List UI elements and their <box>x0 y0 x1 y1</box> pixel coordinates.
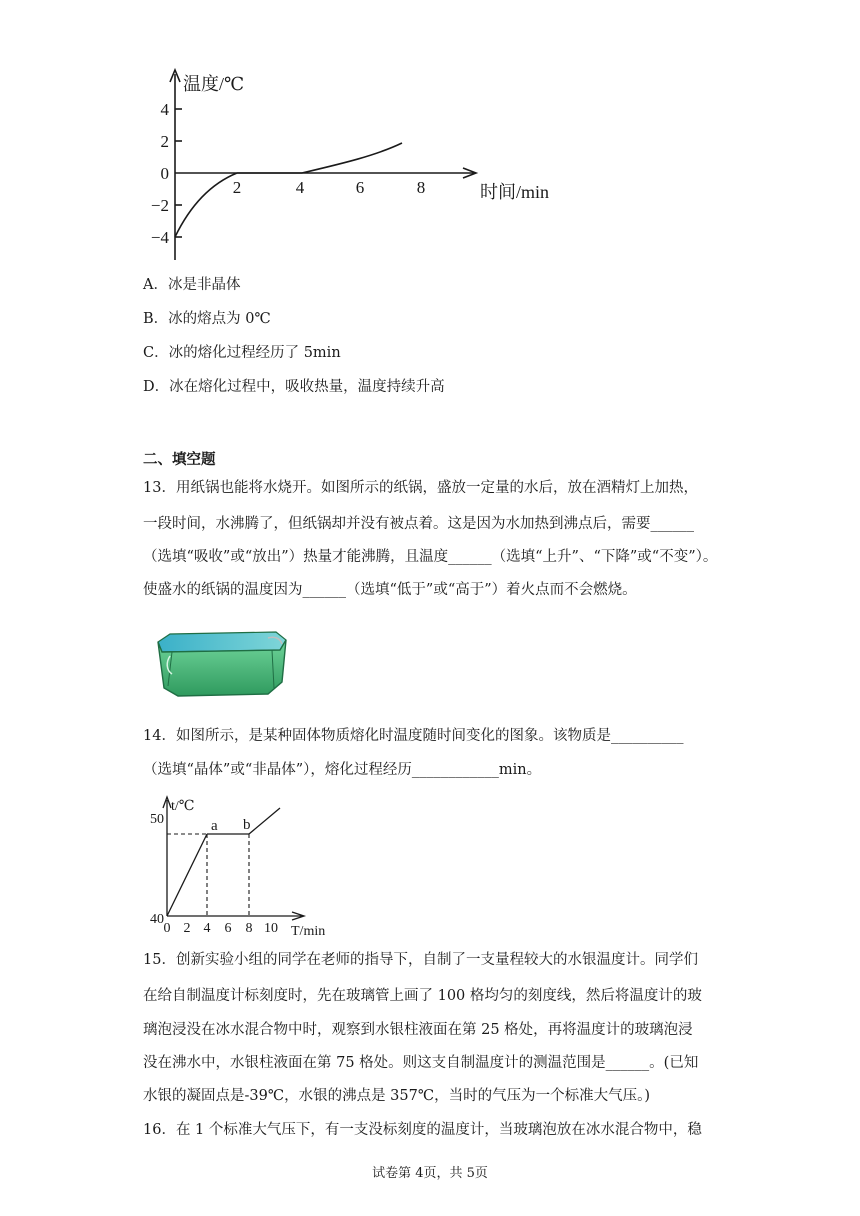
page-footer: 试卷第 4页，共 5页 <box>372 1166 488 1181</box>
y-tick: 50 <box>150 812 164 827</box>
q15-line: 15．创新实验小组的同学在老师的指导下，自制了一支量程较大的水银温度计。同学们 <box>143 952 698 968</box>
y-tick: −2 <box>150 196 169 215</box>
q15-line: 水银的凝固点是-39℃，水银的沸点是 357℃，当时的气压为一个标准大气压。) <box>143 1088 650 1104</box>
x-tick: 8 <box>416 178 426 197</box>
x-tick: 6 <box>355 178 365 197</box>
q13-line: 13．用纸锅也能将水烧开。如图所示的纸锅，盛放一定量的水后，放在酒精灯上加热， <box>143 480 698 496</box>
x-tick: 6 <box>224 921 232 936</box>
option-c: C．冰的熔化过程经历了 5min <box>143 345 341 361</box>
q14-line: 14．如图所示，是某种固体物质熔化时温度随时间变化的图象。该物质是__________ <box>143 728 684 744</box>
chart1-ylabel: 温度/℃ <box>183 74 245 94</box>
q15-line: 没在沸水中，水银柱液面在第 75 格处。则这支自制温度计的测温范围是______。(已知 <box>143 1055 699 1071</box>
q15-line: 璃泡浸没在冰水混合物中时，观察到水银柱液面在第 25 格处，再将温度计的玻璃泡浸 <box>143 1022 693 1038</box>
heating-curve-solid <box>175 173 237 237</box>
ice-temperature-chart <box>140 60 580 265</box>
x-tick: 4 <box>295 178 305 197</box>
x-tick: 10 <box>264 921 278 936</box>
point-b-label: b <box>243 817 251 833</box>
heating-curve-liquid <box>302 143 402 173</box>
q13-line: （选填“吸收”或“放出”）热量才能沸腾，且温度______（选填“上升”、“下降”或“不变”）。 <box>143 549 718 565</box>
melting-graph <box>140 792 350 940</box>
q16-line: 16．在 1 个标准大气压下，有一支没标刻度的温度计，当玻璃泡放在冰水混合物中，稳 <box>143 1122 702 1138</box>
x-tick: 0 <box>163 921 171 936</box>
paper-pot-illustration <box>148 628 293 700</box>
q15-line: 在给自制温度计标刻度时，先在玻璃管上画了 100 格均匀的刻度线，然后将温度计的玻 <box>143 988 702 1004</box>
x-tick: 4 <box>203 921 211 936</box>
chart1-xlabel: 时间/min <box>480 182 550 202</box>
option-a: A．冰是非晶体 <box>143 277 241 293</box>
q14-line: （选填“晶体”或“非晶体”），熔化过程经历____________min。 <box>143 762 542 778</box>
y-tick: −4 <box>150 228 169 247</box>
chart2-ylabel: t/℃ <box>171 799 195 814</box>
option-d: D．冰在熔化过程中，吸收热量，温度持续升高 <box>143 379 445 395</box>
heating-solid-line <box>167 834 207 916</box>
x-tick: 8 <box>245 921 253 936</box>
section-title: 二、填空题 <box>143 451 216 468</box>
q13-line: 使盛水的纸锅的温度因为______（选填“低于”或“高于”）着火点而不会燃烧。 <box>143 582 637 598</box>
x-tick: 2 <box>232 178 242 197</box>
y-tick: 40 <box>150 912 164 927</box>
chart2-xlabel: T/min <box>291 924 326 939</box>
point-a-label: a <box>211 818 218 834</box>
option-b: B．冰的熔点为 0℃ <box>143 311 271 327</box>
y-tick: 2 <box>160 132 169 151</box>
y-tick: 0 <box>160 164 169 183</box>
x-tick: 2 <box>183 921 191 936</box>
y-tick: 4 <box>160 100 169 119</box>
heating-liquid-line <box>249 808 280 834</box>
q13-line: 一段时间，水沸腾了，但纸锅却并没有被点着。这是因为水加热到沸点后，需要______ <box>143 516 694 532</box>
